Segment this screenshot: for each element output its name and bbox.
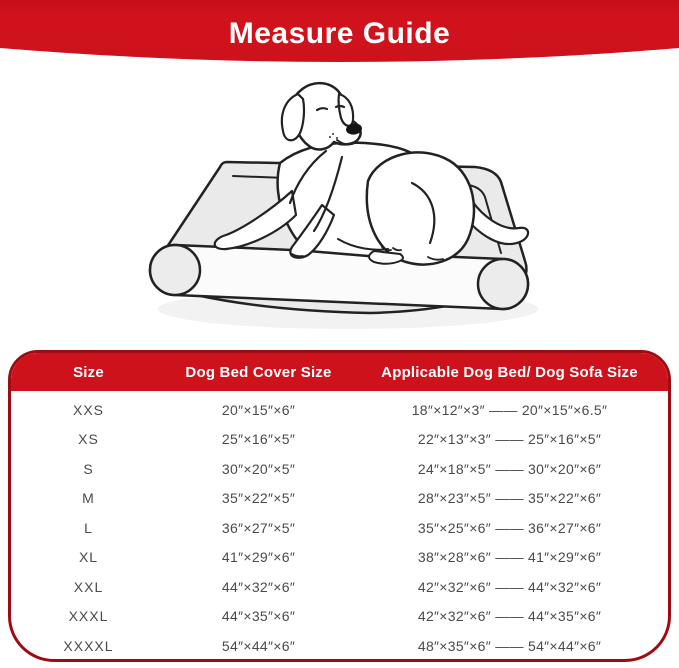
table-row bbox=[11, 572, 668, 602]
dog-left-ear bbox=[282, 94, 304, 140]
column-header-size: Size bbox=[73, 363, 104, 381]
table-row bbox=[11, 602, 668, 632]
dog-whisker-dot bbox=[332, 133, 334, 135]
column-header-cover-size: Dog Bed Cover Size bbox=[185, 363, 332, 381]
dog-bed-illustration bbox=[130, 63, 560, 348]
cell-applicable-size: 22″×13″×3″ —— 25″×16″×5″ bbox=[417, 431, 602, 448]
cell-cover-size: 36″×27″×5″ bbox=[221, 519, 296, 536]
cell-applicable-size: 38″×28″×6″ —— 41″×29″×6″ bbox=[417, 549, 602, 566]
cell-size: XS bbox=[78, 431, 99, 448]
page-title: Measure Guide bbox=[228, 17, 451, 50]
size-table bbox=[8, 350, 671, 662]
table-row bbox=[11, 543, 668, 573]
cell-size: S bbox=[83, 460, 94, 477]
cell-size: XL bbox=[78, 549, 99, 566]
cell-size: XXL bbox=[73, 578, 104, 595]
cell-applicable-size: 42″×32″×6″ —— 44″×35″×6″ bbox=[417, 608, 602, 625]
cell-cover-size: 25″×16″×5″ bbox=[221, 431, 296, 448]
cell-applicable-size: 35″×25″×6″ —— 36″×27″×6″ bbox=[417, 519, 602, 536]
cell-cover-size: 30″×20″×5″ bbox=[221, 460, 296, 477]
cell-applicable-size: 24″×18″×5″ —— 30″×20″×6″ bbox=[417, 460, 602, 477]
dog-hind-paw bbox=[369, 251, 403, 264]
cell-cover-size: 41″×29″×6″ bbox=[221, 549, 296, 566]
cell-cover-size: 20″×15″×6″ bbox=[221, 401, 296, 418]
cell-applicable-size: 48″×35″×6″ —— 54″×44″×6″ bbox=[417, 637, 602, 654]
table-row bbox=[11, 395, 668, 425]
table-row bbox=[11, 425, 668, 455]
cell-applicable-size: 42″×32″×6″ —— 44″×32″×6″ bbox=[417, 578, 602, 595]
bolster-right-cap bbox=[478, 259, 528, 309]
cell-cover-size: 44″×35″×6″ bbox=[221, 608, 296, 625]
bolster-left-cap bbox=[150, 245, 200, 295]
cell-size: XXXXL bbox=[63, 637, 114, 654]
cell-applicable-size: 18″×12″×3″ —— 20″×15″×6.5″ bbox=[411, 401, 608, 418]
table-header-row bbox=[11, 353, 668, 391]
dog-whisker-dot bbox=[329, 136, 331, 138]
table-row bbox=[11, 484, 668, 514]
cell-size: XXXL bbox=[68, 608, 109, 625]
cell-cover-size: 35″×22″×5″ bbox=[221, 490, 296, 507]
cell-size: M bbox=[82, 490, 95, 507]
column-header-applicable-size: Applicable Dog Bed/ Dog Sofa Size bbox=[381, 363, 638, 381]
cell-size: XXS bbox=[72, 401, 104, 418]
table-row bbox=[11, 454, 668, 484]
cell-cover-size: 54″×44″×6″ bbox=[221, 637, 296, 654]
table-row bbox=[11, 513, 668, 543]
table-row bbox=[11, 631, 668, 661]
cell-applicable-size: 28″×23″×5″ —— 35″×22″×6″ bbox=[417, 490, 602, 507]
table-body bbox=[11, 391, 668, 661]
dog-whisker-dot bbox=[336, 137, 338, 139]
cell-cover-size: 44″×32″×6″ bbox=[221, 578, 296, 595]
cell-size: L bbox=[84, 519, 93, 536]
